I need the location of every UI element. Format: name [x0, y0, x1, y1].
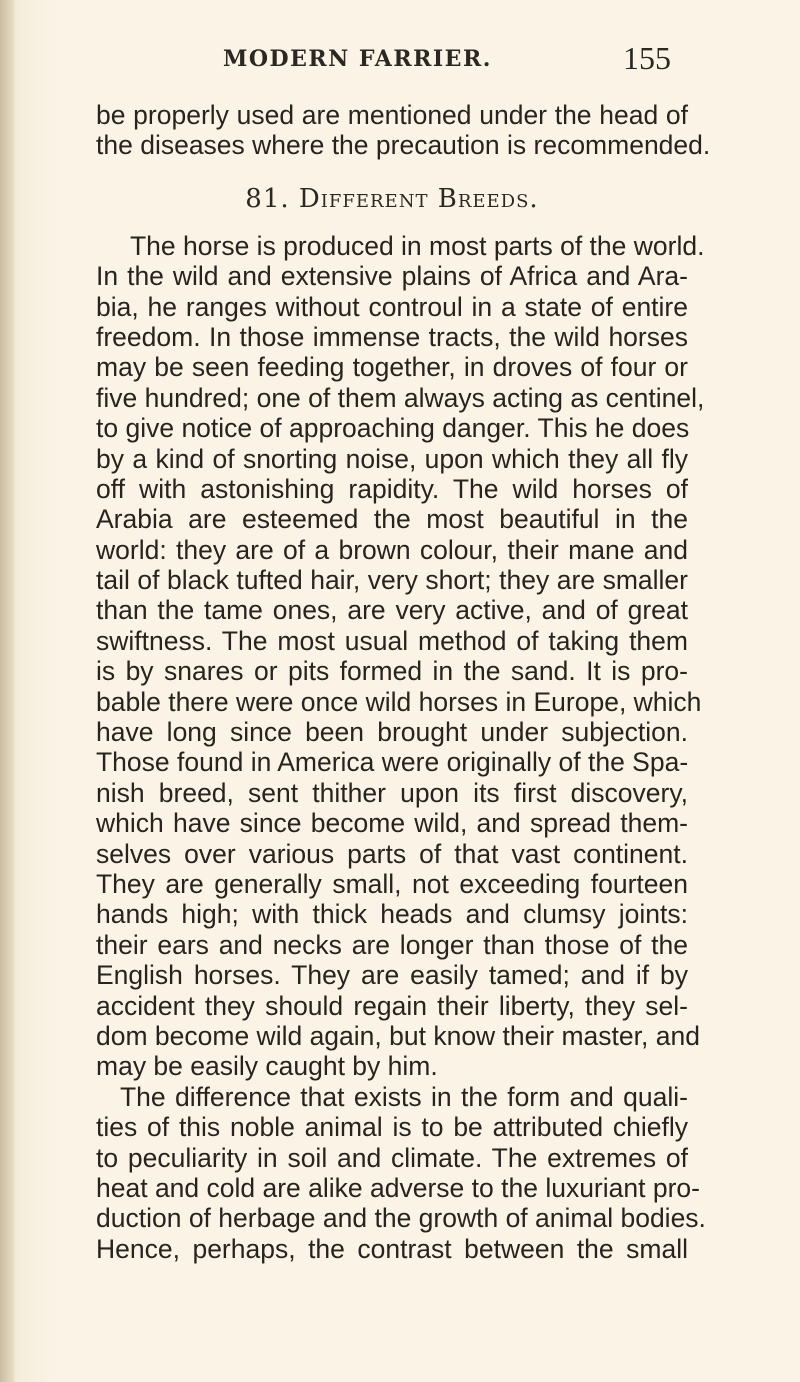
text-line: The horse is produced in most parts of the world.	[130, 230, 705, 261]
text-line: hands high; with thick heads and clumsy joints:	[96, 899, 688, 930]
text-line: to give notice of approaching danger. This he does	[96, 413, 690, 444]
text-line: Arabia are esteemed the most beautiful in the	[96, 504, 688, 535]
body-text	[96, 100, 711, 1264]
text-line: be properly used are mentioned under the head of	[96, 100, 688, 130]
text-line: to peculiarity in soil and climate. The extremes of	[96, 1142, 688, 1173]
section-title: Different Breeds.	[298, 183, 539, 214]
section-number: 81.	[245, 183, 290, 214]
text-line: They are generally small, not exceeding fourteen	[96, 868, 688, 899]
text-line: swiftness. The most usual method of taking them	[96, 625, 688, 656]
running-head: MODERN FARRIER.	[223, 46, 492, 72]
text-line: which have since become wild, and spread them-	[96, 808, 688, 839]
paragraph-form-and-qualities	[96, 1081, 706, 1264]
text-line: the diseases where the precaution is recommended.	[96, 130, 711, 161]
text-line: five hundred; one of them always acting as centinel,	[96, 382, 705, 413]
text-line: have long since been brought under subjection.	[96, 717, 688, 748]
paragraph-horse-origins	[96, 230, 705, 1082]
text-line: duction of herbage and the growth of animal bodies.	[96, 1203, 706, 1234]
text-line: world: they are of a brown colour, their mane and	[96, 534, 688, 565]
text-line: In the wild and extensive plains of Africa and Ara-	[96, 261, 688, 292]
text-line: freedom. In those immense tracts, the wild horses	[96, 321, 688, 352]
text-line: bable there were once wild horses in Europe, which	[96, 686, 702, 717]
text-line: The difference that exists in the form and quali-	[120, 1081, 688, 1112]
section-heading	[96, 169, 688, 229]
text-line: ties of this noble animal is to be attributed chiefly	[96, 1112, 688, 1143]
text-line: bia, he ranges without controul in a state of entire	[96, 291, 688, 322]
text-line: heat and cold are alike adverse to the luxuriant pro-	[96, 1172, 700, 1203]
text-line: selves over various parts of that vast continent.	[96, 838, 688, 869]
text-line: than the tame ones, are very active, and of great	[96, 595, 688, 626]
text-line: English horses. They are easily tamed; and if by	[96, 960, 688, 991]
text-line: their ears and necks are longer than those of the	[96, 929, 688, 960]
text-line: accident they should regain their liberty, they sel-	[96, 990, 688, 1021]
text-line: tail of black tufted hair, very short; they are smaller	[96, 565, 688, 596]
page-gutter-shadow	[0, 0, 14, 1382]
text-line: Hence, perhaps, the contrast between the small	[96, 1233, 688, 1264]
text-line: Those found in America were originally of the Spa-	[96, 747, 689, 778]
text-line: dom become wild again, but know their master, and	[96, 1020, 700, 1051]
page-header	[205, 38, 675, 78]
text-line: nish breed, sent thither upon its first discovery,	[96, 777, 688, 808]
text-line: is by snares or pits formed in the sand. It is pro-	[96, 656, 688, 687]
text-line: may be easily caught by him.	[96, 1051, 438, 1082]
text-line: may be seen feeding together, in droves of four or	[96, 352, 688, 383]
text-line: by a kind of snorting noise, upon which they all fly	[96, 443, 688, 474]
text-line: off with astonishing rapidity. The wild horses of	[96, 473, 688, 504]
page-number: 155	[623, 40, 671, 76]
